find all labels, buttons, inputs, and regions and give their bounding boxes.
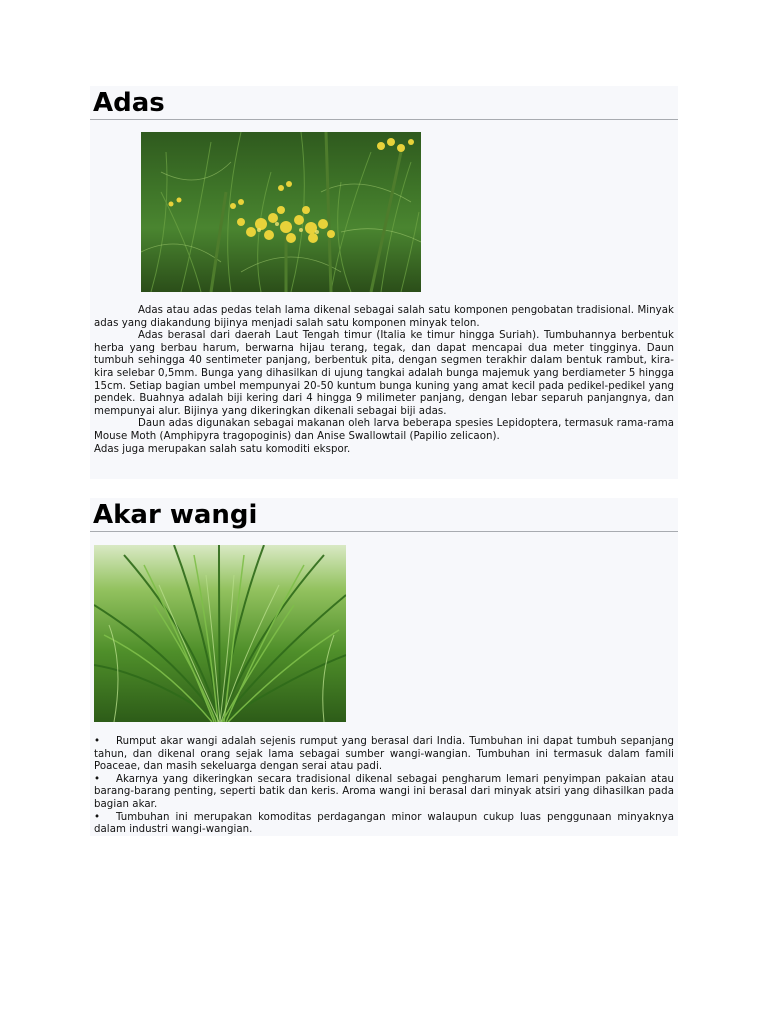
akar-bullet-1: • Rumput akar wangi adalah sejenis rumput yang berasal dari India. Tumbuhan ini dapat tumbuh sepanjang tahun, dan dikenal orang sejak lama sebagai sumber wangi-wangian. Tumbuhan ini termasuk dalam famili Poaceae, dan masih sekeluarga dengan serai atau padi. bbox=[94, 736, 674, 773]
section-adas bbox=[90, 86, 678, 479]
vetiver-grass-photo bbox=[94, 545, 346, 722]
akar-bullet-3: • Tumbuhan ini merupakan komoditas perdagangan minor walaupun cukup luas penggunaan minyaknya dalam industri wangi-wangian. bbox=[94, 811, 674, 836]
heading-rule bbox=[90, 531, 678, 532]
section-akar-wangi bbox=[90, 498, 678, 836]
akar-bullet-2: • Akarnya yang dikeringkan secara tradisional dikenal sebagai pengharum lemari penyimpan pakaian atau barang-barang penting, seperti batik dan keris. Aroma wangi ini berasal dari minyak atsiri yang dihasilkan pada bagian akar. bbox=[94, 773, 674, 810]
fennel-illustration bbox=[141, 132, 421, 292]
adas-paragraph-4: Adas juga merupakan salah satu komoditi ekspor. bbox=[94, 443, 351, 455]
fennel-plant-photo bbox=[141, 132, 421, 292]
akar-wangi-description bbox=[94, 736, 674, 837]
heading-rule bbox=[90, 119, 678, 120]
heading-akar-wangi: Akar wangi bbox=[93, 500, 258, 530]
vetiver-illustration bbox=[94, 545, 346, 722]
adas-description bbox=[94, 305, 674, 456]
adas-paragraph-3: Daun adas digunakan sebagai makanan oleh larva beberapa spesies Lepidoptera, termasuk rama-rama Mouse Moth (Amphipyra tragopoginis) dan Anise Swallowtail (Papilio zelicaon). bbox=[94, 418, 674, 442]
adas-paragraph-2: Adas berasal dari daerah Laut Tengah timur (Italia ke timur hingga Suriah). Tumbuhannya berbentuk herba yang berbau harum, berwarna hijau terang, tegak, dan dapat mencapai dua meter tingginya. Daun tumbuh sehingga 40 sentimeter panjang, berbentuk pita, dengan segmen terakhir dalam bentuk rambut, kira-kira selebar 0,5mm. Bunga yang dihasilkan di ujung tangkai adalah bunga majemuk yang berdiameter 5 hingga 15cm. Setiap bagian umbel mempunyai 20-50 kuntum bunga kuning yang amat kecil pada pedikel-pedikel yang pendek. Buahnya adalah biji kering dari 4 hingga 9 milimeter panjang, dengan lebar separuh panjangnya, dan mempunyai alur. Bijinya yang dikeringkan dikenali sebagai biji adas. bbox=[94, 330, 674, 417]
heading-adas: Adas bbox=[93, 88, 165, 118]
adas-paragraph-1: Adas atau adas pedas telah lama dikenal sebagai salah satu komponen pengobatan tradisional. Minyak adas yang diakandung bijinya menjadi salah satu komponen minyak telon. bbox=[94, 305, 674, 329]
